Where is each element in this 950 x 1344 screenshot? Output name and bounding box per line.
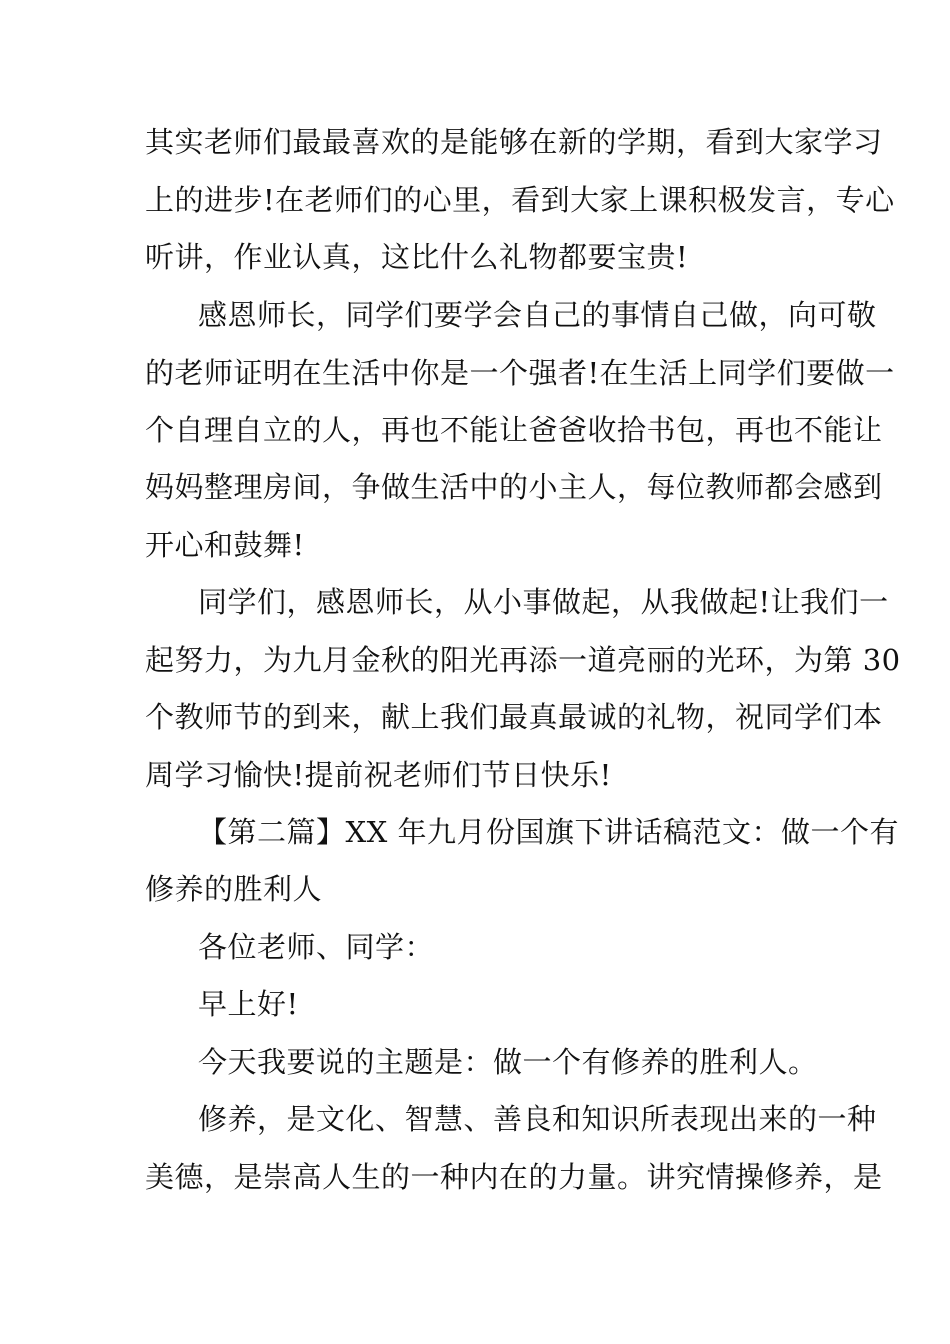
paragraph-line: 美德，是崇高人生的一种内在的力量。讲究情操修养，是: [145, 1160, 883, 1194]
paragraph-line: 的老师证明在生活中你是一个强者!在生活上同学们要做一: [145, 356, 895, 390]
paragraph-line: 起努力，为九月金秋的阳光再添一道亮丽的光环，为第 30: [145, 643, 901, 677]
paragraph-line: 修养，是文化、智慧、善良和知识所表现出来的一种: [198, 1102, 877, 1136]
greeting-line: 早上好!: [198, 987, 299, 1021]
section-heading-line: 【第二篇】XX 年九月份国旗下讲话稿范文：做一个有: [198, 815, 900, 849]
paragraph-line: 周学习愉快!提前祝老师们节日快乐!: [145, 758, 612, 792]
paragraph-line: 妈妈整理房间，争做生活中的小主人，每位教师都会感到: [145, 470, 883, 504]
paragraph-line: 个教师节的到来，献上我们最真最诚的礼物，祝同学们本: [145, 700, 883, 734]
paragraph-line: 感恩师长，同学们要学会自己的事情自己做，向可敬: [198, 298, 877, 332]
paragraph-line: 个自理自立的人，再也不能让爸爸收拾书包，再也不能让: [145, 413, 883, 447]
paragraph-line: 开心和鼓舞!: [145, 528, 305, 562]
section-heading-line: 修养的胜利人: [145, 872, 323, 906]
paragraph-line: 上的进步!在老师们的心里，看到大家上课积极发言，专心: [145, 183, 895, 217]
paragraph-line: 听讲，作业认真，这比什么礼物都要宝贵!: [145, 240, 689, 274]
paragraph-line: 今天我要说的主题是：做一个有修养的胜利人。: [198, 1045, 818, 1079]
salutation-line: 各位老师、同学：: [198, 930, 435, 964]
paragraph-line: 同学们，感恩师长，从小事做起，从我做起!让我们一: [198, 585, 889, 619]
paragraph-line: 其实老师们最最喜欢的是能够在新的学期，看到大家学习: [145, 125, 883, 159]
